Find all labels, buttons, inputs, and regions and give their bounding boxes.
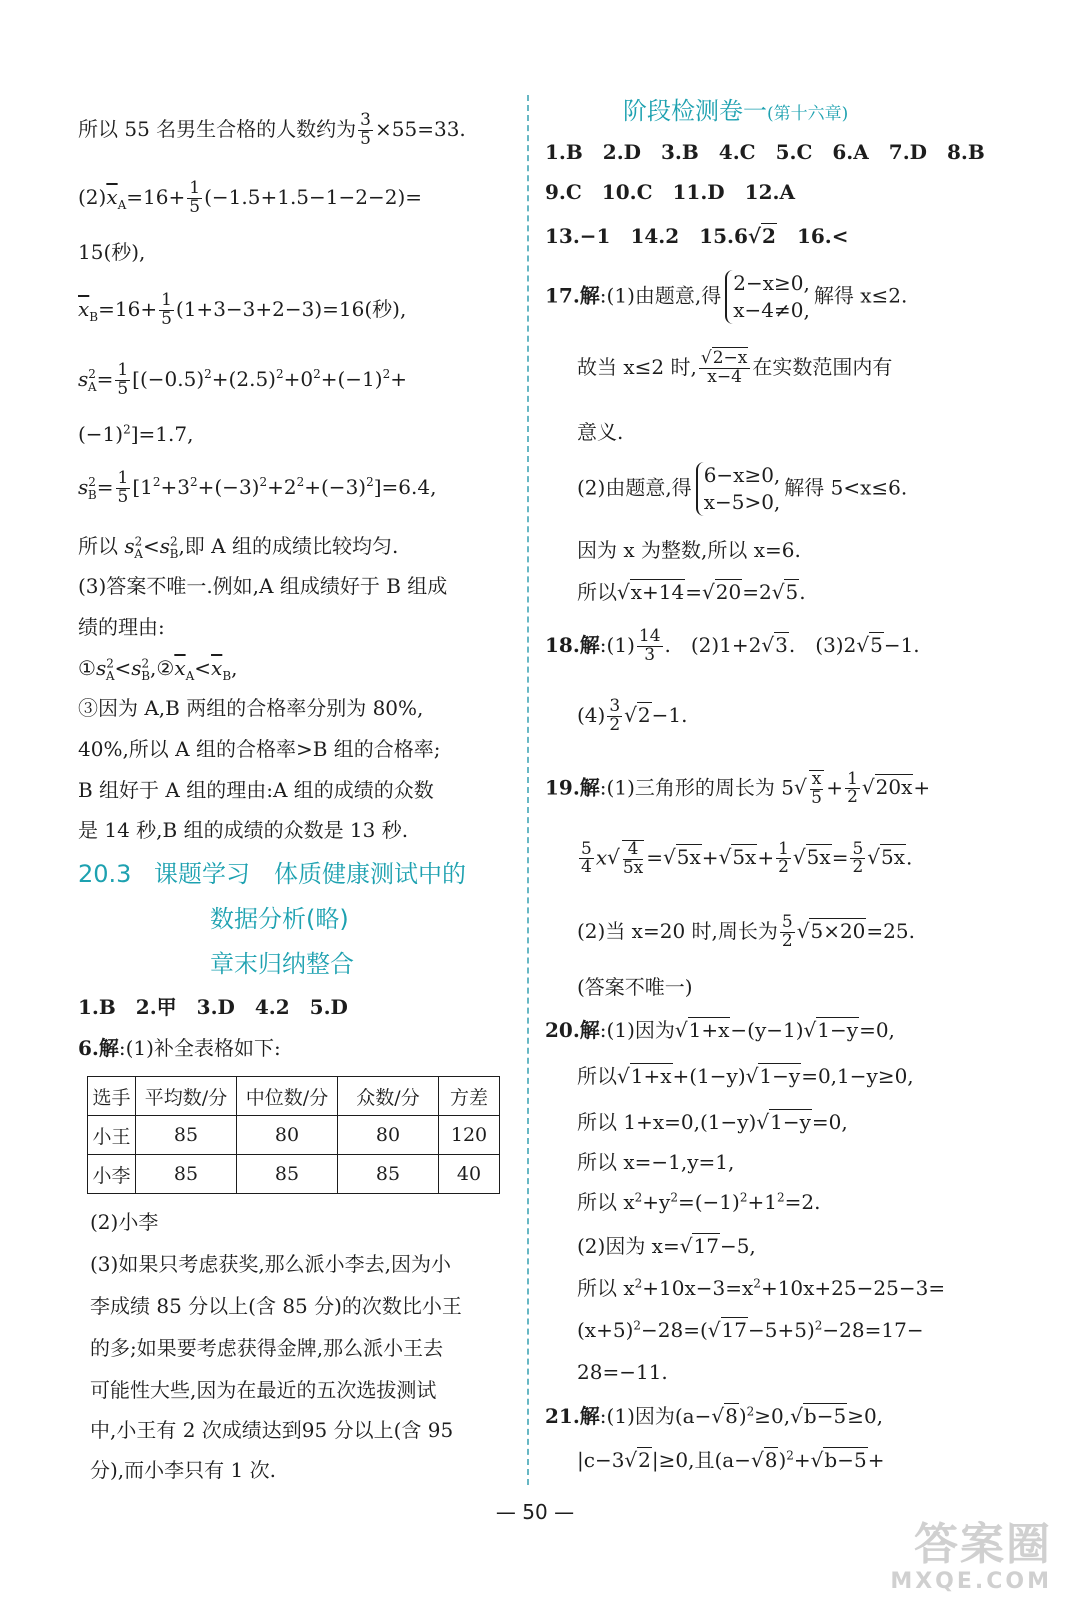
text-line: B 组好于 A 组的理由:A 组的成绩的众数 [78, 778, 434, 802]
text-line: |c−3 √ 2|≥0,且(a− √ 8)$^2$+ √ b−5+ [545, 1448, 884, 1472]
watermark-logo: 答案圈 MXQE.COM [890, 1519, 1052, 1594]
table-cell: 85 [136, 1116, 237, 1155]
text-line: 中,小王有 2 次成绩达到95 分以上(含 95 [90, 1418, 454, 1442]
table-header: 平均数/分 [136, 1077, 237, 1116]
table-cell: 小李 [88, 1155, 136, 1194]
question-19: 19.解:(1)三角形的周长为 5 √ $\frac{x}{5}$ + $\frac{1}{2}$ √ 20x+ [545, 770, 930, 808]
table-header: 中位数/分 [237, 1077, 338, 1116]
question-21: 21.解:(1)因为(a− √ 8)$^2$≥0, √ b−5≥0, [545, 1404, 883, 1428]
text-line: ③因为 A,B 两组的合格率分别为 80%, [78, 696, 424, 720]
text-line: 分),而小李只有 1 次. [90, 1458, 276, 1482]
table-cell: 80 [338, 1116, 439, 1155]
text-line: 所以 $x^2+y^2=(-1)^2+1^2=2$. [577, 1190, 821, 1214]
section-title: 课题学习 体质健康测试中的 [154, 860, 466, 888]
table-cell: 80 [237, 1116, 338, 1155]
text-line: (3)答案不唯一.例如,A 组成绩好于 B 组成 [78, 574, 448, 598]
text-line: 可能性大些,因为在最近的五次选拔测试 [90, 1378, 437, 1402]
text-line: (2)当 x=20 时,周长为 $\frac{5}{2}$ √ 5×20=25. [545, 914, 915, 951]
table-cell: 85 [338, 1155, 439, 1194]
question-6: 6.解:(1)补全表格如下: [78, 1036, 281, 1060]
chapter-summary-title: 章末归纳整合 [210, 950, 354, 978]
text-line: 所以 √ x+14= √ 20=2 √ 5. [545, 580, 806, 604]
text-line: 李成绩 85 分以上(含 85 分)的次数比小王 [90, 1294, 462, 1318]
text-line: $(2)\overline{x}_A=16+$ $\frac{1}{5}$ (−1.5+1.5−1−2−2)= [78, 178, 423, 217]
answer-line: 9.C 10.C 11.D 12.A [545, 180, 795, 204]
text-line: $\frac{5}{4}$ x √ $\frac{4}{5x}$ = √ 5x+ √ 5x+ $\frac{1}{2}$ √ 5x= $\frac{5}{2}$ √ 5x. [545, 840, 912, 878]
text-line: $(-1)^2]=1.7$, [78, 422, 194, 446]
text-line: (2)因为 x= √ 17−5, [545, 1234, 756, 1258]
table-cell: 40 [439, 1155, 500, 1194]
answer-line: 1.B 2.甲 3.D 4.2 5.D [78, 995, 348, 1019]
text-line: (2)由题意,得 6−x≥0, x−5>0, 解得 5<x≤6. [577, 463, 908, 514]
table-header-row [88, 1077, 500, 1116]
text-line: 所以 55 名男生合格的人数约为 $\frac{3}{5}$ ×55=33. [78, 110, 466, 149]
table-header: 众数/分 [338, 1077, 439, 1116]
text-line: 28=−11. [577, 1360, 668, 1384]
text-line: $s^2_B=$ $\frac{1}{5}$ $[1^2+3^2+(-3)^2+2^2+(-3)^2]=6.4$, [78, 468, 437, 507]
text-line: (答案不唯一) [577, 975, 693, 999]
text-line: $(x+5)^2-28=$( √ 17−5+5)$^2$−28=17− [545, 1318, 924, 1342]
text-line: 所以 √ 1+x+(1−y) √ 1−y=0,1−y≥0, [545, 1064, 914, 1088]
text-line: (4) $\frac{3}{2}$ √ 2−1. [545, 698, 688, 735]
table-header: 方差 [439, 1077, 500, 1116]
score-table [87, 1076, 500, 1194]
text-line: 所以 $x^2+10x-3=x^2+10x+25-25-3=$ [577, 1276, 946, 1300]
text-line: 40%,所以 A 组的合格率>B 组的合格率; [78, 737, 441, 761]
text-line: 所以 $s^2_A<s^2_B$,即 A 组的成绩比较均匀. [78, 534, 399, 561]
table-cell: 85 [136, 1155, 237, 1194]
text-line: 因为 x 为整数,所以 x=6. [577, 538, 801, 562]
text-line: (2)小李 [90, 1210, 159, 1234]
page-number: — 50 — [495, 1500, 575, 1524]
text-line: 15(秒), [78, 240, 146, 264]
table-row [88, 1155, 500, 1194]
question-20: 20.解:(1)因为 √ 1+x−(y−1) √ 1−y=0, [545, 1018, 895, 1042]
section-number: 20.3 [78, 860, 132, 888]
text-line: (3)如果只考虑获奖,那么派小李去,因为小 [90, 1252, 452, 1276]
text-line: $\overline{x}_B=16+$ $\frac{1}{5}$ (1+3−3+2−3)=16(秒), [78, 290, 407, 329]
text-line: 是 14 秒,B 组的成绩的众数是 13 秒. [78, 818, 409, 842]
text-line: 所以 1+x=0,(1−y) √ 1−y=0, [545, 1110, 848, 1134]
test-title: 阶段检测卷一(第十六章) [623, 97, 849, 125]
question-17: 17.解:(1)由题意,得 2−x≥0, x−4≠0, 解得 x≤2. [545, 271, 908, 322]
answer-line: 13.−1 14.2 15.6 √ 2 16.< [545, 224, 849, 248]
question-18: 18.解:(1) $\frac{14}{3}$ . (2)1+2 √ 3. (3)2 √ 5−1. [545, 628, 920, 665]
text-line: 的多;如果要考虑获得金牌,那么派小王去 [90, 1336, 444, 1360]
text-line: 意义. [577, 420, 624, 444]
column-divider [527, 95, 529, 1485]
text-line: $①s^2_A<s^2_B,②\overline{x}_A<\overline{x}_B$, [78, 656, 238, 683]
table-cell: 小王 [88, 1116, 136, 1155]
section-title-cont: 数据分析(略) [210, 905, 349, 933]
table-header: 选手 [88, 1077, 136, 1116]
text-line: 绩的理由: [78, 615, 165, 639]
table-row [88, 1116, 500, 1155]
table-cell: 85 [237, 1155, 338, 1194]
text-line: 所以 x=−1,y=1, [577, 1150, 735, 1174]
table-cell: 120 [439, 1116, 500, 1155]
text-line: 故当 x≤2 时, √ $\frac{2-x}{x-4}$ 在实数范围内有 [545, 350, 892, 387]
answer-line: 1.B 2.D 3.B 4.C 5.C 6.A 7.D 8.B [545, 140, 985, 164]
text-line: $s^2_A=$ $\frac{1}{5}$ [$(-0.5)^2+(2.5)^2+0^2+(-1)^2+$ [78, 360, 407, 399]
